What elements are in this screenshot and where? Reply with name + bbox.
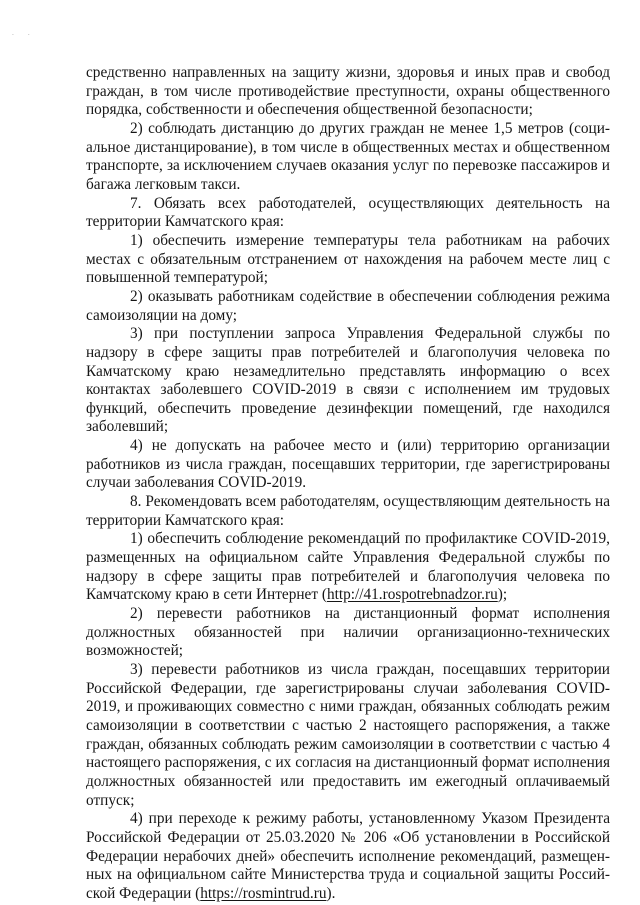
paragraph-text: 4) при переходе к режиму работы, установленному Указом Президента Российской Федерации от 25.03.2020 № 206 «Об установлении в Российской Федерации нерабочих дней» обеспечить исполнение рекомендаций, размещенных на официальном сайте Министерства труда и социальной защиты Российской Федерации ( xyxy=(86,810,610,902)
paragraph xyxy=(86,195,610,232)
paragraph xyxy=(86,120,610,195)
paragraph xyxy=(86,530,610,605)
paragraph-text: 2) перевести работников на дистанционный формат исполнения должностных обязанностей при наличии организационно-технических возможностей; xyxy=(86,605,610,660)
document-body xyxy=(86,64,610,904)
paragraph xyxy=(86,437,610,493)
paragraph-text: 8. Рекомендовать всем работодателям, осуществляющим деятельность на территории Камчатского края: xyxy=(86,493,610,529)
paragraph-text: ). xyxy=(326,884,336,902)
paragraph-text: ); xyxy=(497,586,508,604)
paragraph xyxy=(86,661,610,810)
paragraph xyxy=(86,325,610,437)
paragraph-text: 7. Обязать всех работодателей, осуществляющих деятельность на территории Камчатского края: xyxy=(86,194,610,231)
paragraph xyxy=(86,64,610,120)
paragraph-text: 2) соблюдать дистанцию до других граждан не менее 1,5 метров (социальное дистанцирование), в том числе в общественных местах и общественном транспорте, за исключением случаев оказания услуг по перевозке пассажиров и багажа легковым такси. xyxy=(86,119,610,193)
paragraph xyxy=(86,810,610,903)
paragraph-text: 1) обеспечить соблюдение рекомендаций по профилактике COVID-2019, размещенных на официальном сайте Управления Федеральной службы по надзору в сфере защиты прав потребителей и благополучия человека по Камчатскому краю в сети Интернет ( xyxy=(86,530,610,604)
url-link[interactable]: https://rosmintrud.ru xyxy=(200,884,327,902)
paragraph xyxy=(86,288,610,325)
paragraph-text: 2) оказывать работникам содействие в обеспечении соблюдения режима самоизоляции на дому; xyxy=(86,287,610,324)
paragraph-text: 4) не допускать на рабочее место и (или) территорию организации работников из числа граждан, посещавших территории, где зарегистрированы случаи заболевания COVID-2019. xyxy=(86,437,610,492)
url-link[interactable]: http://41.rospotrebnadzor.ru xyxy=(326,586,498,604)
paragraph xyxy=(86,232,610,288)
scan-artifact-mark: · · xyxy=(12,32,36,39)
paragraph xyxy=(86,605,610,661)
paragraph xyxy=(86,493,610,530)
paragraph-text: 3) перевести работников из числа граждан, посещавших территории Российской Федерации, где зарегистрированы случаи заболевания COVID-2019, и проживающих совместно с ними граждан, обязанных соблюдать режим самоизоляции в соответствии с частью 2 настоящего распоряжения, а также граждан, обязанных соблюдать режим самоизоляции в соответствии с частью 4 настоящего распоряжения, с их согласия на дистанционный формат исполнения должностных обязанностей или предоставить им ежегодный оплачиваемый отпуск; xyxy=(86,661,610,809)
paragraph-text: 1) обеспечить измерение температуры тела работникам на рабочих местах с обязательным отстранением от нахождения на рабочем месте лиц с повышенной температурой; xyxy=(86,231,610,287)
paragraph-text: 3) при поступлении запроса Управления Федеральной службы по надзору в сфере защиты прав потребителей и благополучия человека по Камчатскому краю незамедлительно представлять информацию о всех контактах заболевшего COVID-2019 в связи с исполнением им трудовых функций, обеспечить проведение дезинфекции помещений, где находился заболевший; xyxy=(86,325,610,436)
paragraph-text: средственно направленных на защиту жизни, здоровья и иных прав и свобод граждан, в том числе противодействие преступности, охраны общественного порядка, собственности и обеспечения общественной безопасности; xyxy=(86,64,610,119)
